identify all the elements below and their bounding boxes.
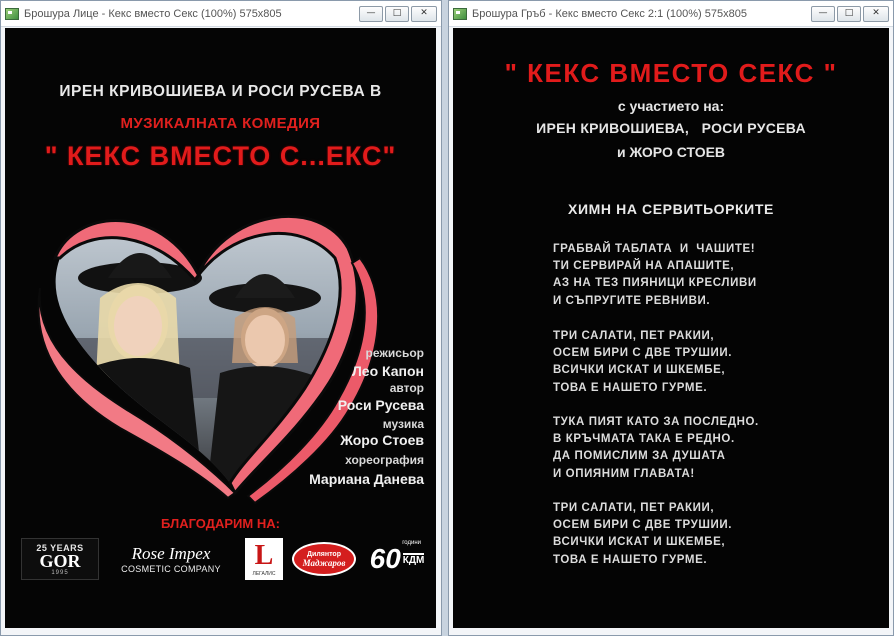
lyrics-line: И СЪПРУГИТЕ РЕВНИВИ.	[553, 294, 711, 307]
cast-line-2: и ЖОРО СТОЕВ	[616, 144, 726, 160]
credit-name-choreography: Мариана Данева	[309, 471, 424, 487]
cast-intro: с участието на:	[617, 98, 725, 114]
credit-name-author: Роси Русева	[337, 397, 424, 413]
poster-stars-line: ИРЕН КРИВОШИЕВА И РОСИ РУСЕВА В	[59, 83, 382, 100]
lyrics-line: ВСИЧКИ ИСКАТ И ШКЕМБЕ,	[553, 536, 726, 549]
sponsor-logo-kdm: години 60 КДМ	[369, 540, 425, 574]
lyrics-line: ТРИ САЛАТИ, ПЕТ РАКИИ,	[553, 330, 715, 342]
lyrics-stanza	[553, 328, 873, 397]
lyrics-stanza	[553, 414, 873, 483]
lyrics-line: ОСЕМ БИРИ С ДВЕ ТРУШИИ.	[553, 519, 732, 532]
lyrics-line: ТОВА Е НАШЕТО ГУРМЕ.	[553, 381, 708, 394]
lyrics-line: ТОВА Е НАШЕТО ГУРМЕ.	[553, 553, 708, 566]
credit-name-music: Жоро Стоев	[340, 432, 424, 448]
minimize-button[interactable]: —	[811, 6, 835, 22]
lyrics-line: ВСИЧКИ ИСКАТ И ШКЕМБЕ,	[553, 364, 726, 377]
titlebar[interactable]	[1, 1, 441, 27]
window-title: Брошура Лице - Кекс вместо Секс (100%) 575x805	[24, 7, 282, 20]
minimize-button[interactable]: —	[359, 6, 383, 22]
window-controls	[811, 6, 889, 22]
sponsor-logo-rose-impex: Rose Impex COSMETIC COMPANY	[121, 544, 221, 574]
lyrics-line: ТУКА ПИЯТ КАТО ЗА ПОСЛЕДНО.	[553, 416, 759, 428]
close-button[interactable]: ✕	[863, 6, 889, 22]
poster-back-image[interactable]	[453, 28, 889, 628]
maximize-button[interactable]: □	[385, 6, 409, 22]
poster-genre-line: МУЗИКАЛНАТА КОМЕДИЯ	[120, 115, 321, 132]
image-viewer-window-front[interactable]	[0, 0, 442, 636]
close-button[interactable]: ✕	[411, 6, 437, 22]
image-viewer-app-icon	[5, 8, 19, 20]
lyrics-stanza	[553, 241, 873, 310]
sponsor-logo-gor: 25 YEARS GOR 1995	[21, 538, 99, 580]
lyrics-line: ДА ПОМИСЛИМ ЗА ДУШАТА	[553, 450, 726, 463]
lyrics-line: ГРАБВАЙ ТАБЛАТА И ЧАШИТЕ!	[553, 243, 756, 255]
maximize-button[interactable]: □	[837, 6, 861, 22]
credit-role-music: музика	[382, 417, 424, 431]
poster-title: " КЕКС ВМЕСТО С...ЕКС"	[44, 141, 397, 171]
titlebar[interactable]	[449, 1, 893, 27]
credit-name-director: Лео Капон	[351, 363, 424, 379]
sponsor-logo-l: L ЛЕГАЛИС	[245, 538, 283, 580]
lyrics-line: И ОПИЯНИМ ГЛАВАТА!	[553, 467, 695, 480]
image-viewer-window-back[interactable]	[448, 0, 894, 636]
lyrics-line: АЗ НА ТЕЗ ПИЯНИЦИ КРЕСЛИВИ	[553, 277, 757, 290]
lyrics-line: ТРИ САЛАТИ, ПЕТ РАКИИ,	[553, 502, 715, 514]
thanks-heading: БЛАГОДАРИМ НА:	[161, 516, 280, 531]
window-controls	[359, 6, 437, 22]
cast-line-1: ИРЕН КРИВОШИЕВА, РОСИ РУСЕВА	[536, 120, 806, 136]
image-viewer-app-icon	[453, 8, 467, 20]
hymn-title: ХИМН НА СЕРВИТЬОРКИТЕ	[568, 201, 774, 217]
window-title: Брошура Гръб - Кекс вместо Секс 2:1 (100%) 575x805	[472, 7, 747, 20]
credit-role-author: автор	[389, 381, 424, 395]
lyrics-stanza	[553, 500, 873, 569]
credit-role-choreography: хореография	[345, 453, 424, 467]
lyrics-line: В КРЪЧМАТА ТАКА Е РЕДНО.	[553, 433, 735, 446]
brochure-title: " КЕКС ВМЕСТО СЕКС "	[504, 58, 838, 88]
credit-role-director: режисьор	[365, 346, 424, 360]
lyrics-line: ОСЕМ БИРИ С ДВЕ ТРУШИИ.	[553, 347, 732, 360]
poster-front-image[interactable]	[5, 28, 436, 628]
sponsor-logo-diliantor: Дилянтор Маджаров	[291, 538, 357, 580]
lyrics-line: ТИ СЕРВИРАЙ НА АПАШИТЕ,	[553, 260, 735, 273]
